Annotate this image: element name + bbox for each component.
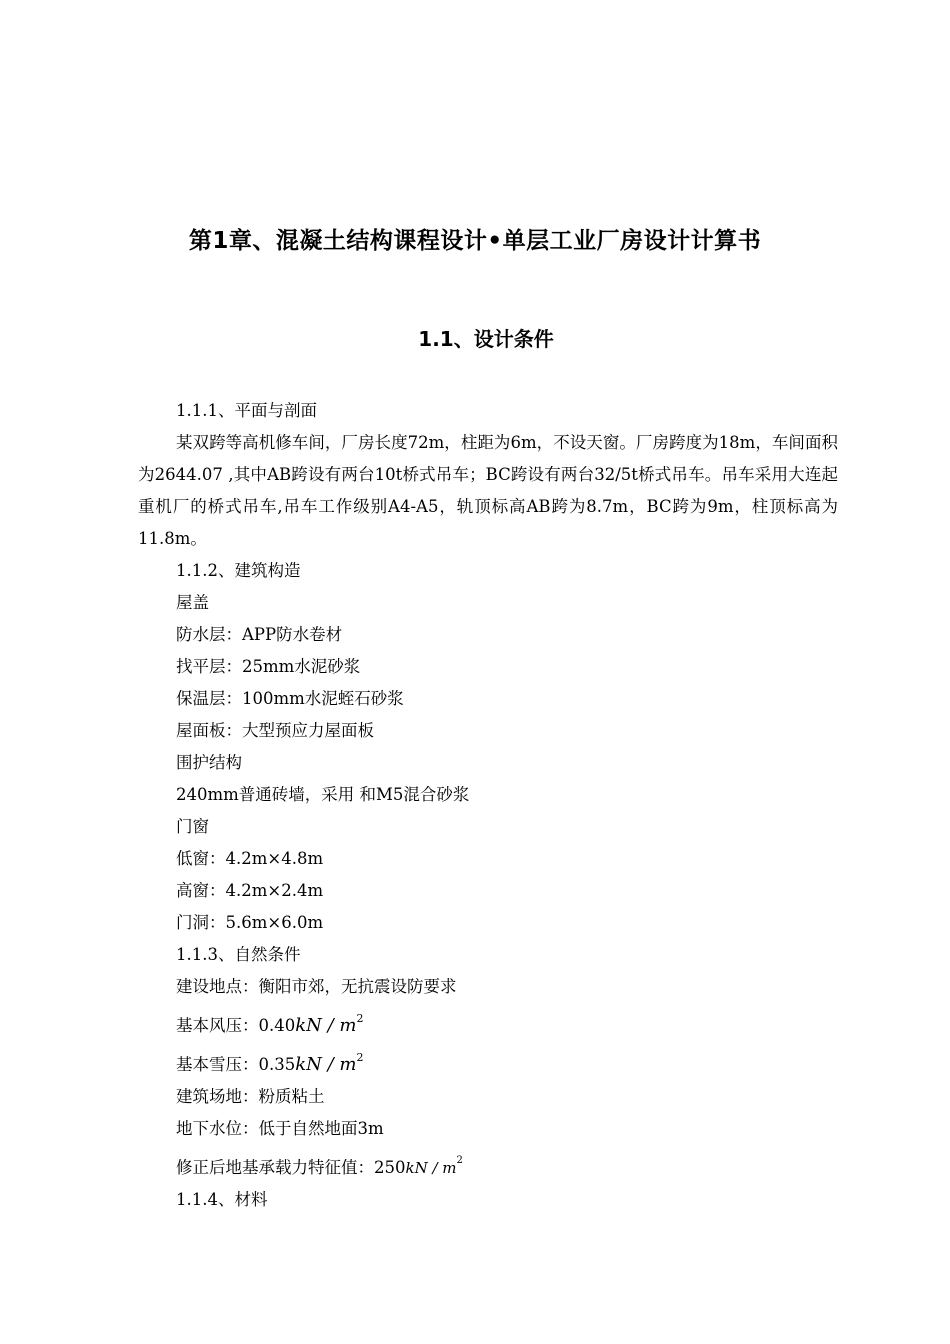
snow-pressure-unit: kN / $m^2$: [295, 1051, 364, 1075]
chapter-title: 第1章、混凝土结构课程设计•单层工业厂房设计计算书: [188, 228, 762, 254]
bearing-capacity-text: 修正后地基承载力特征值：250: [176, 1158, 406, 1177]
waterproof-layer: 防水层：APP防水卷材: [176, 625, 343, 644]
insulation-layer: 保温层：100mm水泥蛭石砂浆: [176, 689, 404, 708]
snow-pressure-text: 基本雪压：0.35: [176, 1055, 296, 1074]
body-text: [138, 395, 838, 1216]
doors-windows-label: 门窗: [176, 817, 209, 836]
bearing-capacity: [138, 1145, 838, 1184]
wind-pressure-text: 基本风压：0.40: [176, 1016, 296, 1035]
subsection-heading-1-1-4: 1.1.4、材料: [176, 1190, 268, 1209]
subsection-heading-1-1-3: 1.1.3、自然条件: [176, 945, 301, 964]
building-site-soil: 建筑场地：粉质粘土: [176, 1087, 325, 1106]
plan-section-paragraph: 某双跨等高机修车间，厂房长度72m，柱距为6m，不设天窗。厂房跨度为18m，车间面积为2644.07 ,其中AB跨设有两台10t桥式吊车；BC跨设有两台32/5t桥式吊车。吊车采用大连起重机厂的桥式吊车,吊车工作级别A4-A5，轨顶标高AB跨为8.7m，BC跨为9m，柱顶标高为11.8m。: [138, 433, 838, 548]
wall-spec: 240mm普通砖墙，采用 和M5混合砂浆: [176, 785, 470, 804]
leveling-layer: 找平层：25mm水泥砂浆: [176, 657, 361, 676]
subsection-heading-1-1-2: 1.1.2、建筑构造: [176, 561, 301, 580]
enclosure-label: 围护结构: [176, 753, 242, 772]
high-window: 高窗：4.2m×2.4m: [176, 881, 324, 900]
section-title: 1.1、设计条件: [418, 327, 554, 351]
basic-snow-pressure: [138, 1042, 838, 1081]
subsection-heading-1-1-1: 1.1.1、平面与剖面: [176, 401, 317, 420]
roof-label: 屋盖: [176, 593, 209, 612]
bearing-capacity-unit: kN / $m^2$: [405, 1155, 463, 1177]
low-window: 低窗：4.2m×4.8m: [176, 849, 324, 868]
wind-pressure-unit: kN / $m^2$: [295, 1012, 364, 1036]
door-opening: 门洞：5.6m×6.0m: [176, 913, 324, 932]
basic-wind-pressure: [138, 1003, 838, 1042]
groundwater-level: 地下水位：低于自然地面3m: [176, 1119, 384, 1138]
roof-panel: 屋面板：大型预应力屋面板: [176, 721, 374, 740]
site-location: 建设地点：衡阳市郊，无抗震设防要求: [176, 977, 457, 996]
